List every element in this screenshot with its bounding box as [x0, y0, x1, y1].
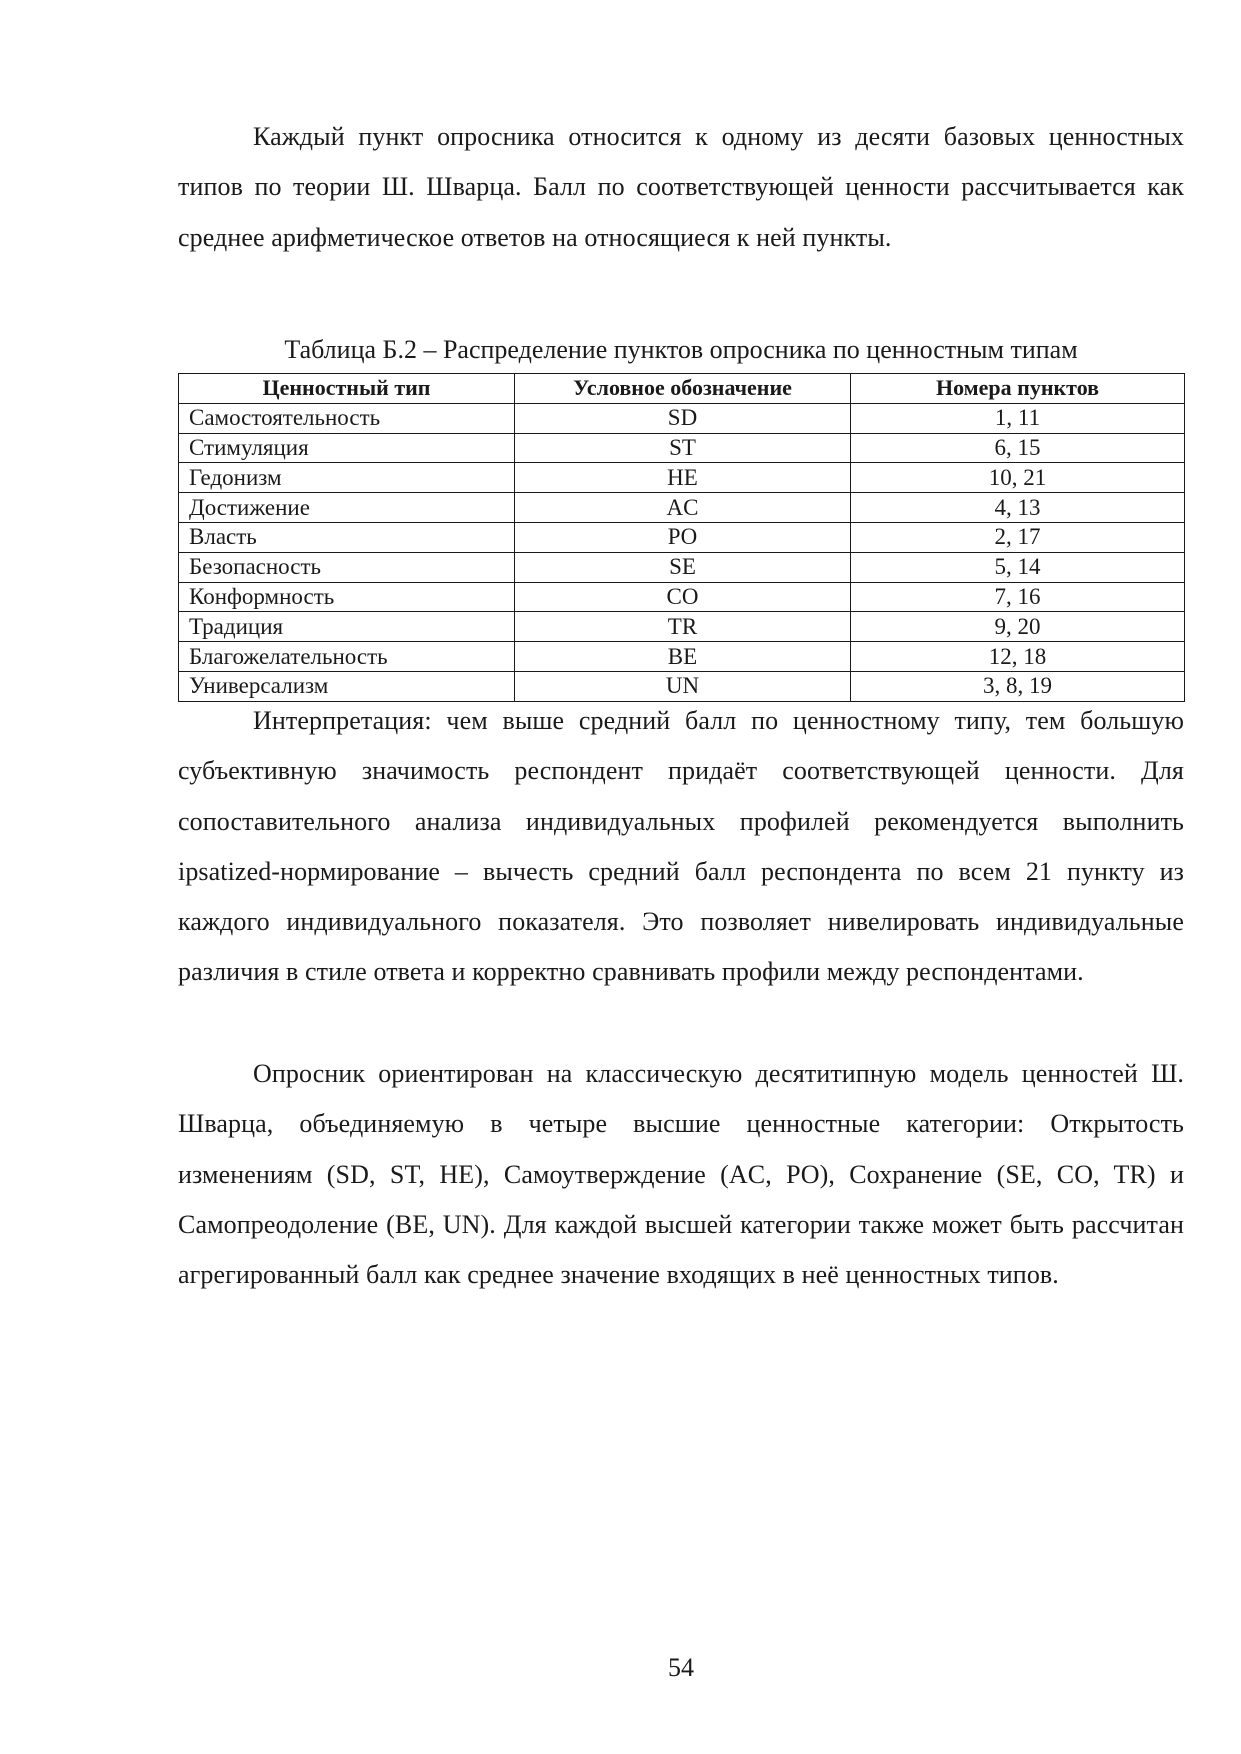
value-type-cell: Благожелательность: [179, 642, 515, 672]
code-cell: PO: [515, 522, 851, 552]
code-cell: SE: [515, 552, 851, 582]
item-numbers-cell: 3, 8, 19: [851, 671, 1185, 701]
table-header-row: [179, 374, 1185, 404]
code-cell: ST: [515, 433, 851, 463]
column-header-code: Условное обозначение: [515, 374, 851, 404]
value-type-cell: Достижение: [179, 493, 515, 523]
item-numbers-cell: 1, 11: [851, 403, 1185, 433]
value-type-cell: Традиция: [179, 612, 515, 642]
page-number: 54: [668, 1653, 694, 1682]
table-row: [179, 433, 1185, 463]
code-cell: TR: [515, 612, 851, 642]
column-header-item-numbers: Номера пунктов: [851, 374, 1185, 404]
item-numbers-cell: 2, 17: [851, 522, 1185, 552]
code-cell: SD: [515, 403, 851, 433]
table-row: [179, 522, 1185, 552]
item-numbers-cell: 10, 21: [851, 463, 1185, 493]
item-numbers-cell: 7, 16: [851, 582, 1185, 612]
code-cell: UN: [515, 671, 851, 701]
item-numbers-cell: 4, 13: [851, 493, 1185, 523]
value-type-cell: Конформность: [179, 582, 515, 612]
value-type-cell: Самостоятельность: [179, 403, 515, 433]
code-cell: AC: [515, 493, 851, 523]
value-type-cell: Гедонизм: [179, 463, 515, 493]
value-types-table: [178, 373, 1185, 702]
code-cell: BE: [515, 642, 851, 672]
table-caption: Таблица Б.2 – Распределение пунктов опросника по ценностным типам: [284, 335, 1078, 364]
value-type-cell: Власть: [179, 522, 515, 552]
table-row: [179, 463, 1185, 493]
value-type-cell: Универсализм: [179, 671, 515, 701]
table-row: [179, 403, 1185, 433]
table-row: [179, 582, 1185, 612]
table-row: [179, 612, 1185, 642]
value-type-cell: Стимуляция: [179, 433, 515, 463]
paragraph-interpretation: Интерпретация: чем выше средний балл по ценностному типу, тем большую субъективную значимость респондент придаёт соответствующей ценности. Для сопоставительного анализа индивидуальных профилей рекомендуется выполнить ipsatized-нормирование – вычесть средний балл респондента по всем 21 пункту из каждого индивидуального показателя. Это позволяет нивелировать индивидуальные различия в стиле ответа и корректно сравнивать профили между респондентами.: [178, 706, 1184, 987]
code-cell: CO: [515, 582, 851, 612]
column-header-value-type: Ценностный тип: [179, 374, 515, 404]
paragraph-intro: Каждый пункт опросника относится к одному из десяти базовых ценностных типов по теории Ш. Шварца. Балл по соответствующей ценности рассчитывается как среднее арифметическое ответов на относящиеся к ней пункты.: [178, 122, 1184, 252]
table-row: [179, 642, 1185, 672]
item-numbers-cell: 12, 18: [851, 642, 1185, 672]
item-numbers-cell: 6, 15: [851, 433, 1185, 463]
document-page: [178, 0, 1184, 1754]
item-numbers-cell: 5, 14: [851, 552, 1185, 582]
code-cell: HE: [515, 463, 851, 493]
value-type-cell: Безопасность: [179, 552, 515, 582]
table-row: [179, 552, 1185, 582]
table-row: [179, 493, 1185, 523]
paragraph-higher-order-categories: Опросник ориентирован на классическую десятитипную модель ценностей Ш. Шварца, объединяемую в четыре высшие ценностные категории: Открытость изменениям (SD, ST, HE), Самоутверждение (AC, PO), Сохранение (SE, CO, TR) и Самопреодоление (BE, UN). Для каждой высшей категории также может быть рассчитан агрегированный балл как среднее значение входящих в неё ценностных типов.: [178, 1059, 1184, 1290]
item-numbers-cell: 9, 20: [851, 612, 1185, 642]
